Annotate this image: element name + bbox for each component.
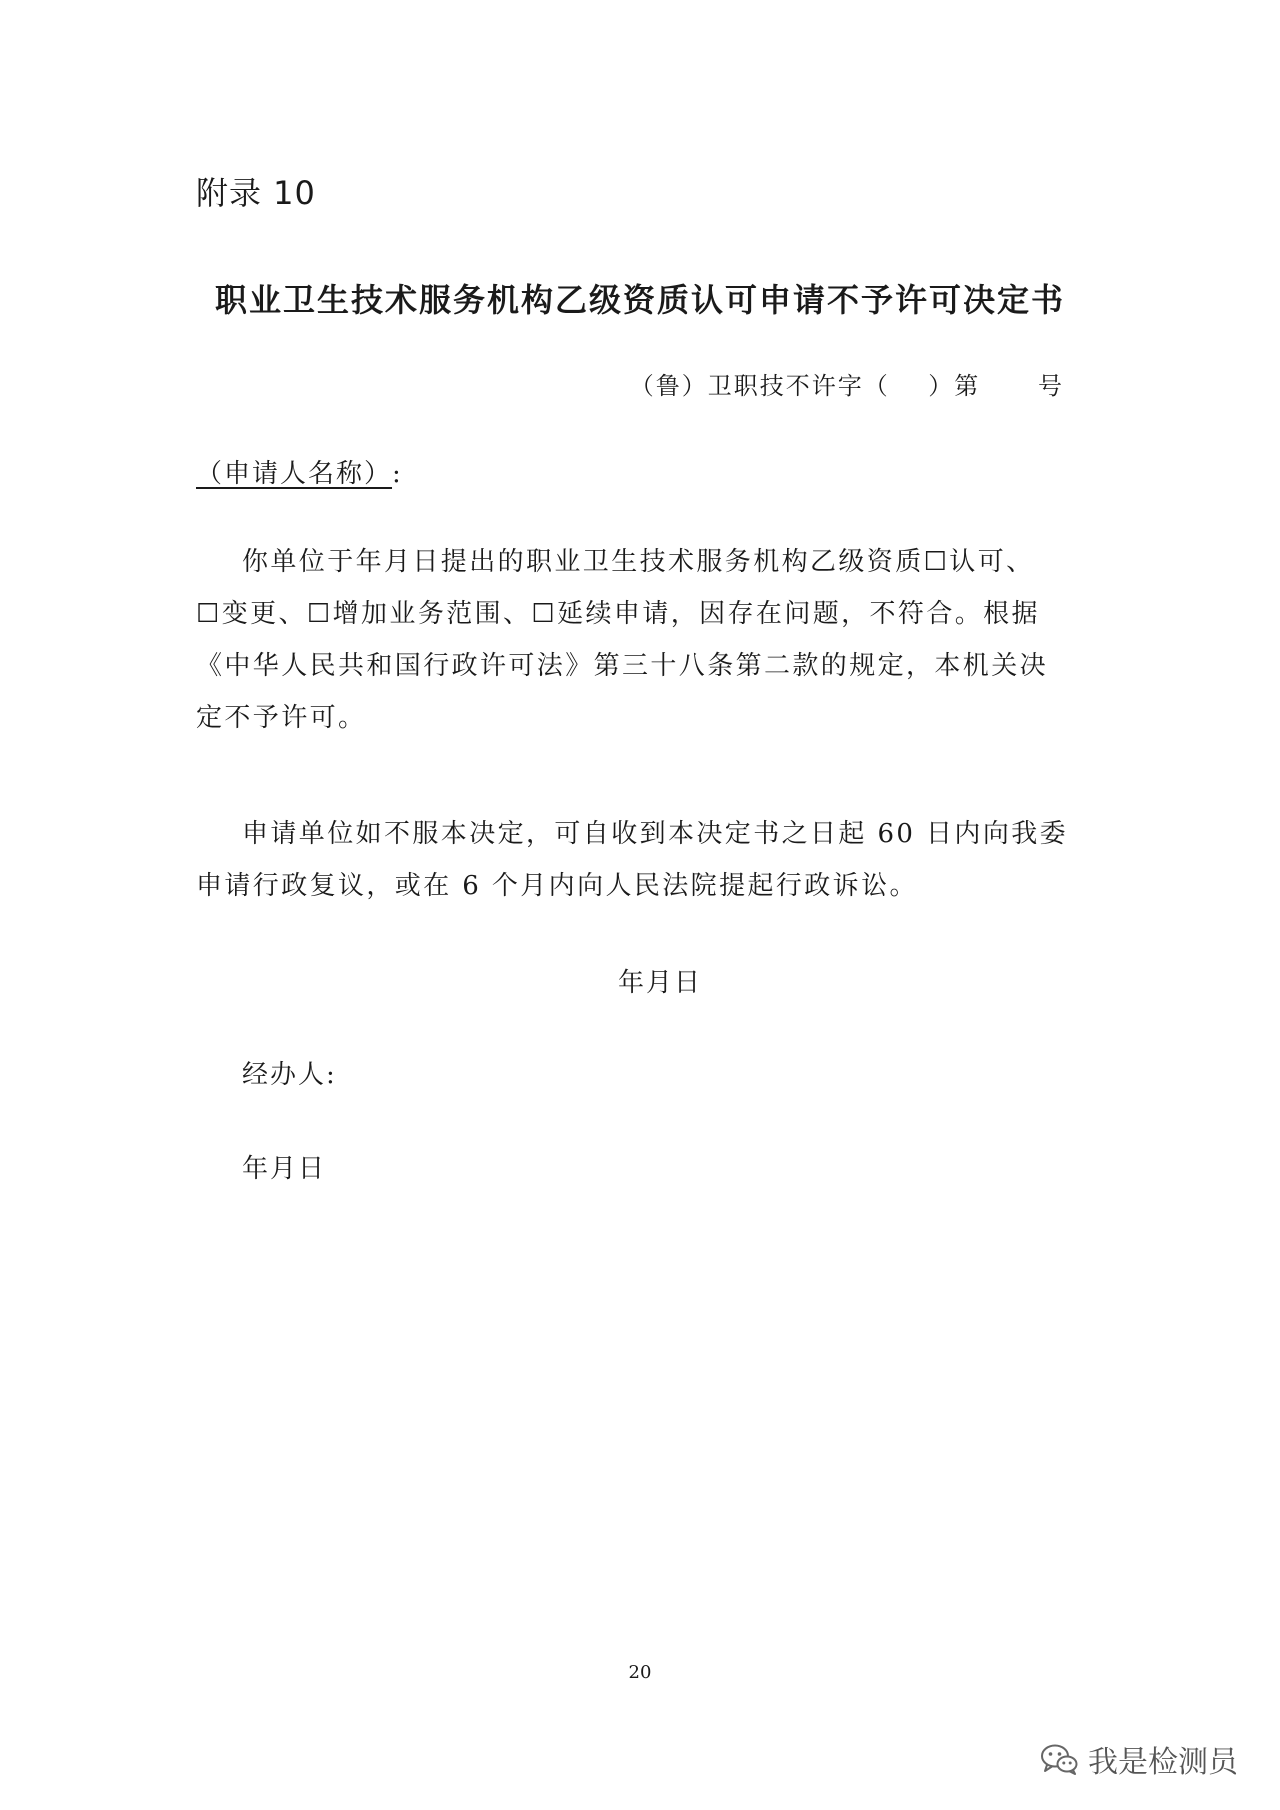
appeal-paragraph	[196, 808, 1096, 912]
paragraph-line: 定不予许可。	[196, 703, 367, 733]
wechat-icon	[1040, 1743, 1078, 1775]
applicant-name-placeholder: （申请人名称）	[196, 459, 393, 489]
appendix-label: 附录 10	[196, 174, 316, 212]
document-title: 职业卫生技术服务机构乙级资质认可申请不予许可决定书	[214, 281, 1065, 319]
paragraph-line: 你单位于年月日提出的职业卫生技术服务机构乙级资质☐认可、	[242, 547, 1035, 577]
issue-date: 年月日	[618, 968, 703, 998]
paragraph-line: 申请单位如不服本决定，可自收到本决定书之日起 60 日内向我委	[242, 819, 1069, 849]
watermark	[1040, 1737, 1238, 1781]
handler-date: 年月日	[242, 1154, 327, 1184]
paragraph-line: 申请行政复议，或在 6 个月内向人民法院提起行政诉讼。	[196, 871, 918, 901]
addressee-colon: :	[392, 459, 403, 489]
handler-label: 经办人:	[242, 1060, 337, 1090]
page-number: 20	[628, 1662, 652, 1683]
addressee-line	[196, 453, 403, 490]
watermark-text: 我是检测员	[1088, 1745, 1238, 1780]
document-number: （鲁）卫职技不许字（ ）第 号	[629, 372, 1064, 400]
paragraph-line: ☐变更、☐增加业务范围、☐延续申请，因存在问题，不符合。根据	[196, 599, 1040, 629]
decision-paragraph	[196, 536, 1096, 744]
paragraph-line: 《中华人民共和国行政许可法》第三十八条第二款的规定，本机关决	[196, 651, 1049, 681]
